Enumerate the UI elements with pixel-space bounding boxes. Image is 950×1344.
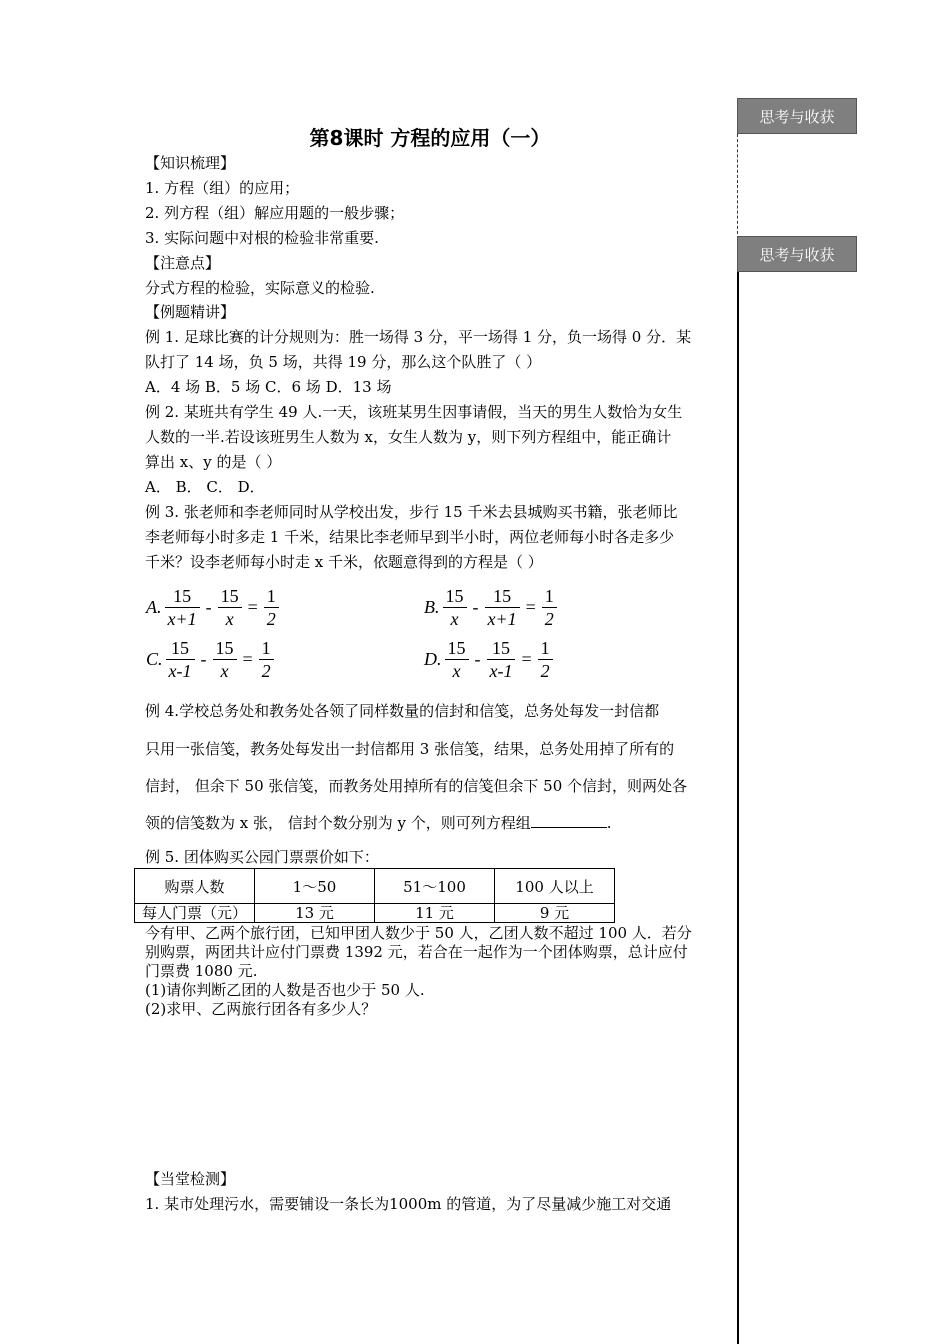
text-line: 1. 某市处理污水，需要铺设一条长为1000m 的管道，为了尽量减少施工对交通 — [145, 1195, 672, 1213]
text-line: 例 5. 团体购买公园门票票价如下： — [145, 848, 379, 866]
text-line: 别购票，两团共计应付门票费 1392 元，若合在一起作为一个团体购票，总计应付 — [145, 943, 688, 961]
text-line: 门票费 1080 元. — [145, 962, 258, 980]
text-line: 3. 实际问题中对根的检验非常重要. — [145, 229, 379, 247]
table-row — [135, 869, 615, 904]
answer-blank — [531, 813, 607, 828]
section-heading: 【例题精讲】 — [145, 303, 236, 321]
formula-option-b: B. $\frac{15}{x}$ - $\frac{15}{x+1}$ = $\frac{1}{2}$ — [424, 585, 560, 630]
price-table — [134, 868, 615, 923]
table-cell: 1～50 — [255, 869, 375, 904]
text-line: 分式方程的检验，实际意义的检验. — [145, 279, 375, 297]
text-line: 李老师每小时多走 1 千米，结果比李老师早到半小时，两位老师每小时各走多少 — [145, 528, 675, 546]
text-line: 队打了 14 场，负 5 场，共得 19 分，那么这个队胜了（ ） — [145, 353, 542, 371]
text-line: (2)求甲、乙两旅行团各有多少人？ — [145, 1000, 377, 1018]
formula-option-c: C. $\frac{15}{x-1}$ - $\frac{15}{x}$ = $\frac{1}{2}$ — [146, 637, 277, 682]
text-line: 千米？设李老师每小时走 x 千米，依题意得到的方程是（ ） — [145, 553, 543, 571]
sidebar-box-thoughts-2: 思考与收获 — [737, 236, 857, 272]
table-cell: 51～100 — [375, 869, 495, 904]
page-title: 第8课时 方程的应用（一） — [309, 126, 551, 150]
text-line: 例 1. 足球比赛的计分规则为：胜一场得 3 分，平一场得 1 分，负一场得 0 分．某 — [145, 328, 692, 346]
text-line: 例 2. 某班共有学生 49 人.一天，该班某男生因事请假，当天的男生人数恰为女生 — [145, 403, 683, 421]
section-heading: 【注意点】 — [145, 254, 221, 272]
text-line: (1)请你判断乙团的人数是否也少于 50 人. — [145, 981, 425, 999]
section-heading: 【知识梳理】 — [145, 154, 236, 172]
table-cell: 11 元 — [375, 904, 495, 923]
sidebar-box-thoughts: 思考与收获 — [737, 98, 857, 134]
text-line: 只用一张信笺，教务处每发出一封信都用 3 张信笺，结果，总务处用掉了所有的 — [145, 740, 675, 758]
table-cell: 每人门票（元） — [135, 904, 255, 923]
text-line: 例 4.学校总务处和教务处各领了同样数量的信封和信笺，总务处每发一封信都 — [145, 702, 660, 720]
text-line: 今有甲、乙两个旅行团，已知甲团人数少于 50 人，乙团人数不超过 100 人．若分 — [145, 924, 692, 942]
text-line: 1. 方程（组）的应用； — [145, 179, 300, 197]
formula-option-a: A. $\frac{15}{x+1}$ - $\frac{15}{x}$ = $\frac{1}{2}$ — [146, 585, 282, 630]
text-line: 领的信笺数为 x 张， 信封个数分别为 y 个，则可列方程组 . — [145, 814, 612, 832]
answer-options: A． B． C． D． — [145, 478, 265, 496]
section-heading: 【当堂检测】 — [145, 1170, 236, 1188]
table-row — [135, 904, 615, 923]
table-cell: 9 元 — [495, 904, 615, 923]
formula-option-d: D. $\frac{15}{x}$ - $\frac{15}{x-1}$ = $\frac{1}{2}$ — [424, 637, 556, 682]
text-line: 算出 x、y 的是（ ） — [145, 453, 282, 471]
sidebar-solid-line — [737, 272, 739, 1344]
answer-options: A．4 场 B．5 场 C．6 场 D．13 场 — [145, 378, 392, 396]
text-line: 2. 列方程（组）解应用题的一般步骤； — [145, 204, 405, 222]
table-cell: 购票人数 — [135, 869, 255, 904]
table-cell: 13 元 — [255, 904, 375, 923]
text-line: 例 3. 张老师和李老师同时从学校出发，步行 15 千米去县城购买书籍，张老师比 — [145, 503, 678, 521]
table-cell: 100 人以上 — [495, 869, 615, 904]
text-line: 信封， 但余下 50 张信笺，而教务处用掉所有的信笺但余下 50 个信封，则两处各 — [145, 777, 688, 795]
text-line: 人数的一半.若设该班男生人数为 x，女生人数为 y，则下列方程组中，能正确计 — [145, 428, 672, 446]
